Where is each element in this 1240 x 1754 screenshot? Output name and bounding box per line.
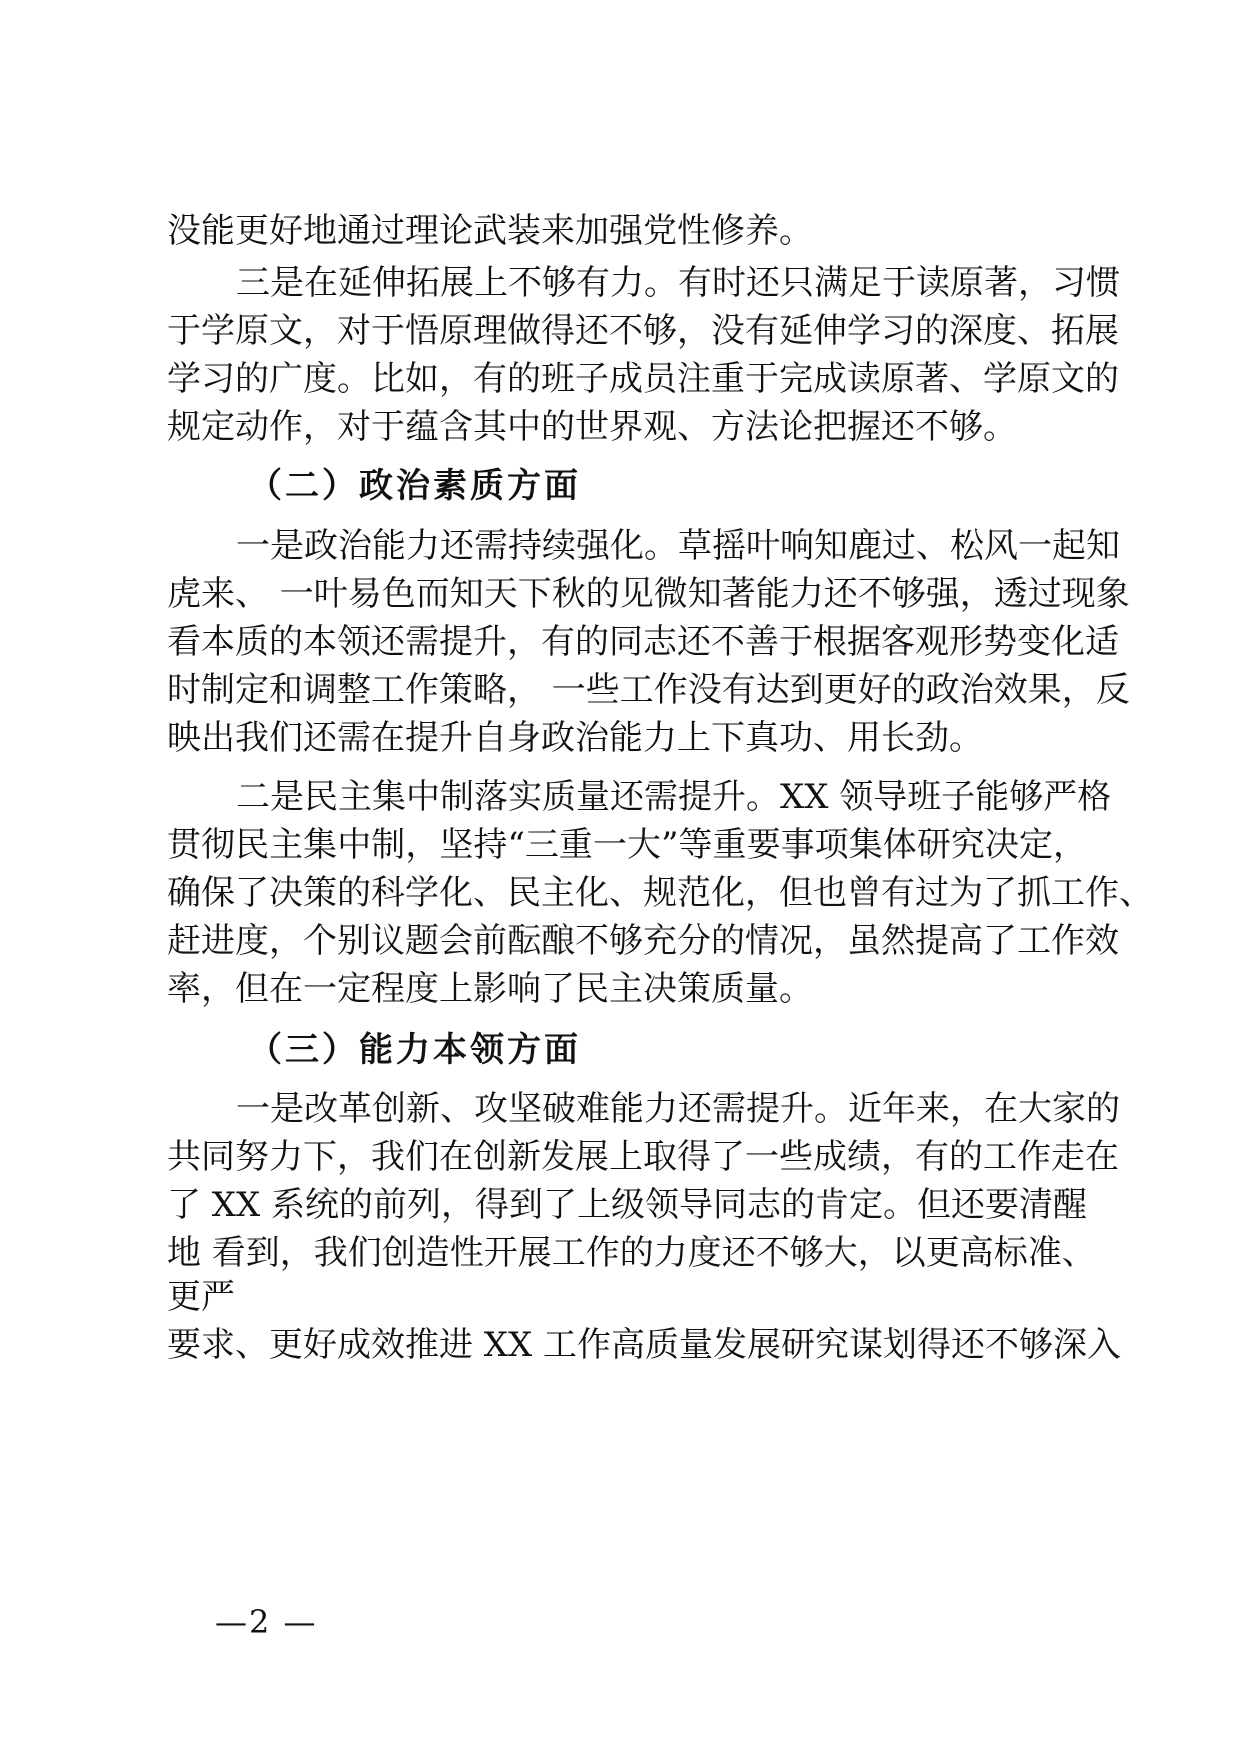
- paragraph-line: 赶进度，个别议题会前酝酿不够充分的情况，虽然提高了工作效: [167, 921, 1119, 961]
- section-heading: （二）政治素质方面: [248, 466, 581, 506]
- paragraph-line: 三是在延伸拓展上不够有力。有时还只满足于读原著，习惯: [236, 263, 1120, 303]
- paragraph-line: 地 看到，我们创造性开展工作的力度还不够大，以更高标准、: [167, 1233, 1096, 1273]
- paragraph-line: 规定动作，对于蕴含其中的世界观、方法论把握还不够。: [167, 407, 1017, 447]
- paragraph-line: 虎来、 一叶易色而知天下秋的见微知著能力还不够强，透过现象: [167, 574, 1130, 614]
- paragraph-line: 看本质的本领还需提升，有的同志还不善于根据客观形势变化适: [167, 622, 1119, 662]
- paragraph-line: 学习的广度。比如，有的班子成员注重于完成读原著、学原文的: [167, 359, 1119, 399]
- page-number: —2 —: [215, 1603, 318, 1641]
- paragraph-line: 没能更好地通过理论武装来加强党性修养。: [167, 211, 813, 251]
- paragraph-line: 于学原文，对于悟原理做得还不够，没有延伸学习的深度、拓展: [167, 311, 1119, 351]
- paragraph-line: 共同努力下，我们在创新发展上取得了一些成绩，有的工作走在: [167, 1137, 1119, 1177]
- paragraph-line: 确保了决策的科学化、民主化、规范化，但也曾有过为了抓工作、: [167, 873, 1153, 913]
- paragraph-line: 了 XX 系统的前列，得到了上级领导同志的肯定。但还要清醒: [167, 1185, 1088, 1225]
- paragraph-line: 一是政治能力还需持续强化。草摇叶响知鹿过、松风一起知: [236, 526, 1120, 566]
- paragraph-line: 更严: [167, 1277, 235, 1317]
- paragraph-line: 要求、更好成效推进 XX 工作高质量发展研究谋划得还不够深入: [167, 1325, 1122, 1365]
- paragraph-line: 一是改革创新、攻坚破难能力还需提升。近年来，在大家的: [236, 1089, 1120, 1129]
- paragraph-line: 二是民主集中制落实质量还需提升。XX 领导班子能够严格: [236, 777, 1112, 817]
- paragraph-line: 贯彻民主集中制，坚持“三重一大”等重要事项集体研究决定，: [167, 825, 1087, 865]
- paragraph-line: 率，但在一定程度上影响了民主决策质量。: [167, 969, 813, 1009]
- paragraph-line: 映出我们还需在提升自身政治能力上下真功、用长劲。: [167, 718, 983, 758]
- paragraph-line: 时制定和调整工作策略， 一些工作没有达到更好的政治效果，反: [167, 670, 1130, 710]
- section-heading: （三）能力本领方面: [248, 1030, 581, 1070]
